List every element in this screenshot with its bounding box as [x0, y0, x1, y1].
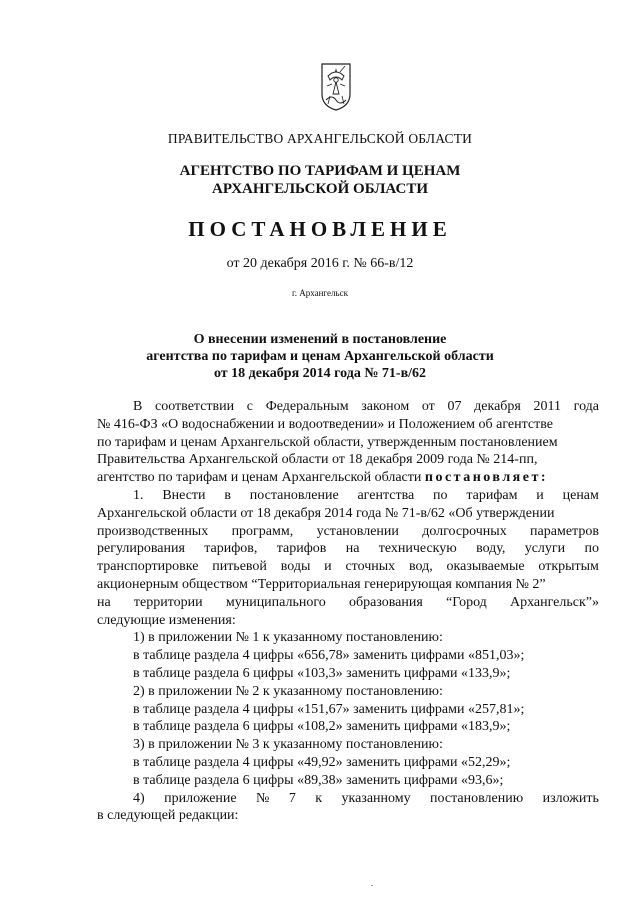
paragraph1-line2: № 416-ФЗ «О водоснабжении и водоотведении» и Положением об агентстве: [97, 416, 553, 432]
paragraph2-line8: следующие изменения:: [97, 612, 236, 628]
amendment-item: в таблице раздела 6 цифры «89,38» заменить цифрами «93,6»;: [133, 772, 504, 788]
amendment-item: 3) в приложении № 3 к указанному постановлению:: [133, 737, 443, 753]
paragraph4-line2: в следующей редакции:: [97, 808, 239, 824]
government-title: ПРАВИТЕЛЬСТВО АРХАНГЕЛЬСКОЙ ОБЛАСТИ: [167, 131, 473, 146]
paragraph1-line3: по тарифам и ценам Архангельской области, утвержденным постановлением: [97, 434, 558, 450]
paragraph2-line3: производственных программ, установлении долгосрочных параметров: [97, 523, 599, 539]
paragraph4-line1: 4) приложение № 7 к указанному постановлению изложить: [133, 790, 599, 806]
paragraph1-line1: В соответствии с Федеральным законом от 07 декабря 2011 года: [133, 399, 599, 414]
amendment-item: 1) в приложении № 1 к указанному постановлению:: [133, 630, 443, 646]
subject-line1: О внесении изменений в постановление: [193, 332, 447, 347]
agency-title-line2: АРХАНГЕЛЬСКОЙ ОБЛАСТИ: [212, 181, 428, 197]
coat-of-arms-emblem: [318, 60, 354, 112]
amendment-item: в таблице раздела 4 цифры «49,92» заменить цифрами «52,29»;: [133, 754, 511, 770]
subject-line2: агентства по тарифам и ценам Архангельской области: [146, 349, 494, 364]
paragraph2-line5: транспортировке питьевой воды и сточных вод, оказываемые открытым: [97, 559, 599, 575]
city-name: г. Архангельск: [292, 288, 348, 298]
amendment-item: в таблице раздела 4 цифры «656,78» заменить цифрами «851,03»;: [133, 648, 525, 664]
paragraph1-line5: агентство по тарифам и ценам Архангельской области постановляет:: [97, 470, 548, 486]
amendment-item: в таблице раздела 4 цифры «151,67» заменить цифрами «257,81»;: [133, 701, 525, 717]
resolves-word: постановляет:: [424, 470, 548, 486]
amendment-item: в таблице раздела 6 цифры «103,3» заменить цифрами «133,9»;: [133, 665, 511, 681]
date-and-number: от 20 декабря 2016 г. № 66-в/12: [226, 256, 414, 271]
paragraph2-line1: 1. Внести в постановление агентства по тарифам и ценам: [133, 487, 599, 503]
paragraph1-line4: Правительства Архангельской области от 18 декабря 2009 года № 214-пп,: [97, 452, 538, 468]
paragraph2-line4: регулирования тарифов, тарифов на техническую воду, услуги по: [97, 541, 599, 557]
decree-body: [97, 398, 599, 825]
amendment-item: в таблице раздела 6 цифры «108,2» заменить цифрами «183,9»;: [133, 719, 511, 735]
agency-title-line1: АГЕНТСТВО ПО ТАРИФАМ И ЦЕНАМ: [179, 163, 461, 179]
subject-line3: от 18 декабря 2014 года № 71-в/62: [213, 366, 427, 381]
document-type-heading: ПОСТАНОВЛЕНИЕ: [188, 217, 452, 241]
scan-speck: [371, 885, 373, 886]
paragraph2-line2: Архангельской области от 18 декабря 2014 года № 71-в/62 «Об утверждении: [97, 505, 555, 521]
amendment-item: 2) в приложении № 2 к указанному постановлению:: [133, 683, 443, 699]
paragraph2-line6: акционерным обществом “Территориальная генерирующая компания № 2”: [97, 576, 546, 592]
paragraph2-line7: на территории муниципального образования “Город Архангельск”»: [97, 594, 599, 610]
